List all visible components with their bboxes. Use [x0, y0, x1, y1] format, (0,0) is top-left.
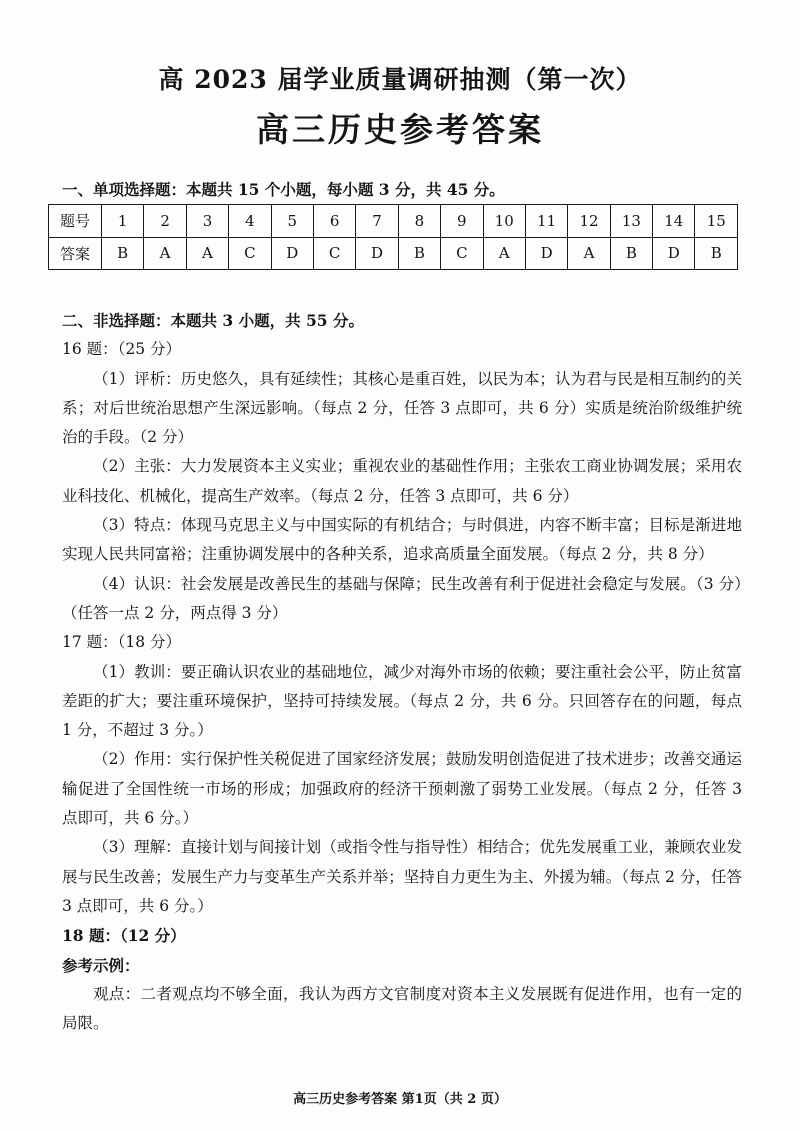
answer-cell: D [356, 237, 398, 270]
q18-answer-1: 观点：二者观点均不够全面，我认为西方文官制度对资本主义发展既有促进作用，也有一定的局限。 [62, 984, 742, 1033]
q16-answer-4: （4）认识：社会发展是改善民生的基础与保障；民生改善有利于促进社会稳定与发展。（3 分）（任答一点 2 分，两点得 3 分） [62, 574, 742, 622]
q18-label: 18 题：（12 分） [62, 926, 186, 946]
answer-table [48, 204, 738, 270]
document-title: 高三历史参考答案 [256, 110, 544, 149]
question-number: 2 [144, 205, 186, 238]
question-number: 13 [610, 205, 652, 238]
answer-cell: B [398, 237, 440, 270]
answer-cell: B [102, 237, 144, 270]
question-number: 11 [525, 205, 567, 238]
question-number: 7 [356, 205, 398, 238]
q16-answer-1: （1）评析：历史悠久，具有延续性；其核心是重百姓，以民为本；认为君与民是相互制约的关系；对后世统治思想产生深远影响。（每点 2 分，任答 3 点即可，共 6 分）实质是统治阶级维护统治的手段。（2 分） [62, 369, 742, 447]
answer-cell: B [695, 237, 738, 270]
q16-label: 16 题：（25 分） [62, 340, 182, 359]
section2 [62, 306, 742, 1038]
question-number: 4 [229, 205, 271, 238]
question-number: 10 [483, 205, 525, 238]
question-number: 12 [568, 205, 610, 238]
answer-cell: A [568, 237, 610, 270]
answer-cell: C [229, 237, 271, 270]
q17-answer-1: （1）教训：要正确认识农业的基础地位，减少对海外市场的依赖；要注重社会公平，防止贫富差距的扩大；要注重环境保护，坚持可持续发展。（每点 2 分，共 6 分。只回答存在的问题，每点 1 分，不超过 3 分。） [62, 662, 742, 740]
question-number: 9 [441, 205, 483, 238]
answer-table-number-row [49, 205, 738, 238]
answer-cell: D [525, 237, 567, 270]
question-number: 8 [398, 205, 440, 238]
answer-cell: C [313, 237, 355, 270]
question-number: 14 [653, 205, 695, 238]
section2-heading: 二、非选择题：本题共 3 小题，共 55 分。 [62, 311, 364, 330]
question-number: 5 [271, 205, 313, 238]
answer-cell: D [653, 237, 695, 270]
answer-cell: C [441, 237, 483, 270]
question-number: 6 [313, 205, 355, 238]
answer-cell: B [610, 237, 652, 270]
q16-answer-3: （3）特点：体现马克思主义与中国实际的有机结合；与时俱进，内容不断丰富；目标是渐进地实现人民共同富裕；注重协调发展中的各种关系，追求高质量全面发展。（每点 2 分，共 8 分） [62, 516, 742, 564]
q17-answer-2: （2）作用：实行保护性关税促进了国家经济发展；鼓励发明创造促进了技术进步；改善交通运输促进了全国性统一市场的形成；加强政府的经济干预刺激了弱势工业发展。（每点 2 分，任答 3 点即可，共 6 分。） [62, 750, 742, 828]
q16-answer-2: （2）主张：大力发展资本主义实业；重视农业的基础性作用；主张农工商业协调发展；采用农业科技化、机械化，提高生产效率。（每点 2 分，任答 3 点即可，共 6 分） [62, 457, 742, 505]
answer-cell: A [186, 237, 228, 270]
answer-row-label: 答案 [49, 237, 102, 270]
question-number: 3 [186, 205, 228, 238]
section1-heading: 一、单项选择题：本题共 15 个小题，每小题 3 分，共 45 分。 [62, 180, 505, 199]
question-number: 15 [695, 205, 738, 238]
answer-cell: A [144, 237, 186, 270]
number-row-label: 题号 [49, 205, 102, 238]
answer-table-answer-row [49, 237, 738, 270]
answer-cell: D [271, 237, 313, 270]
q18-sample-label: 参考示例： [62, 955, 140, 975]
page-footer: 高三历史参考答案 第1页（共 2 页） [293, 1092, 507, 1107]
q17-label: 17 题：（18 分） [62, 633, 182, 652]
exam-title: 高 2023 届学业质量调研抽测（第一次） [158, 65, 642, 94]
q17-answer-3: （3）理解：直接计划与间接计划（或指令性与指导性）相结合；优先发展重工业，兼顾农业发展与民生改善；发展生产力与变革生产关系并举；坚持自力更生为主、外援为辅。（每点 2 分，任答 3 点即可，共 6 分。） [62, 838, 742, 915]
question-number: 1 [102, 205, 144, 238]
answer-cell: A [483, 237, 525, 270]
